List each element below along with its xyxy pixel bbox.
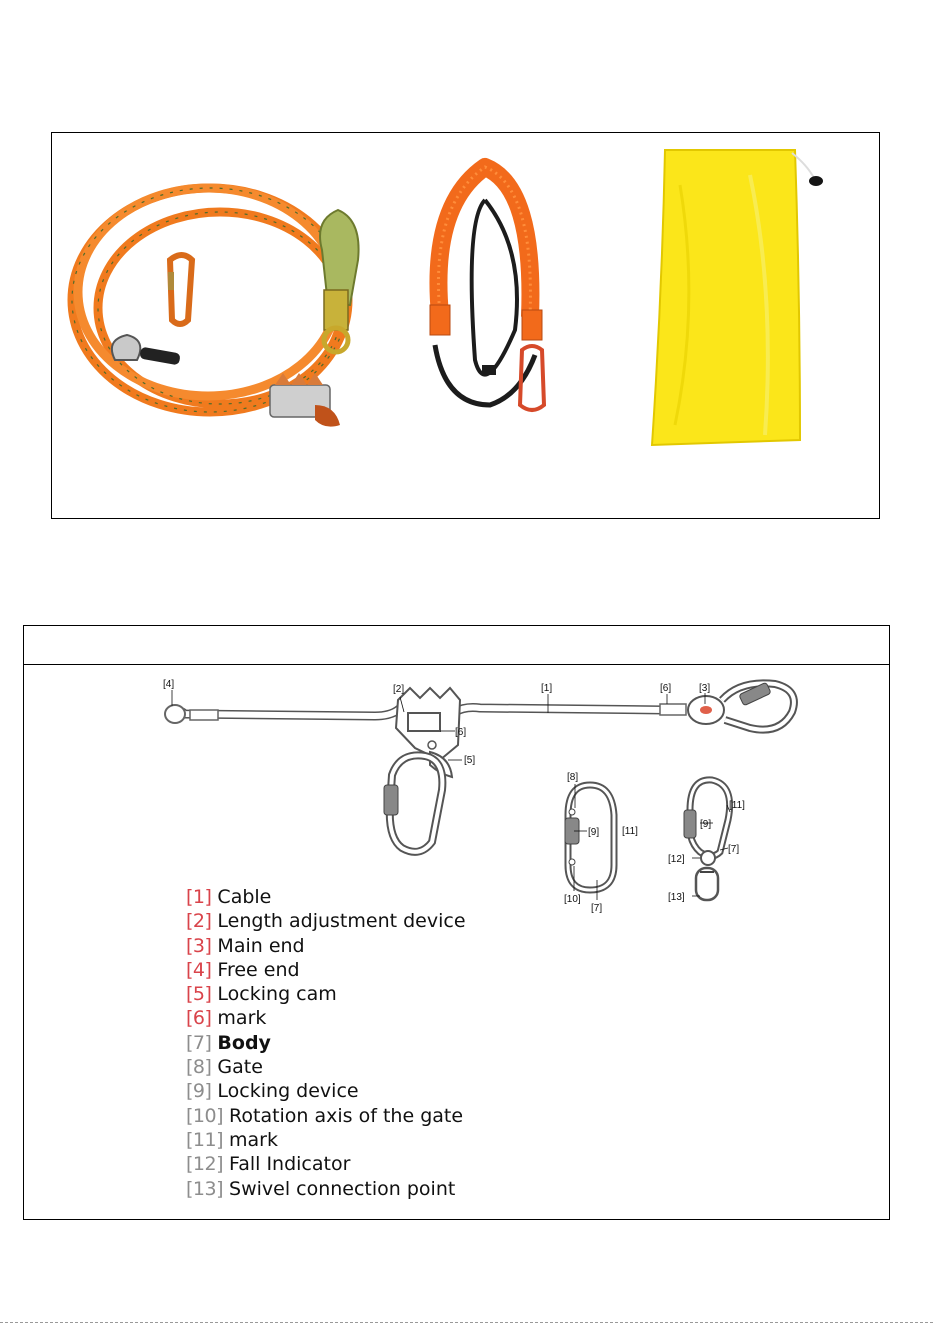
callout-5: [5] xyxy=(464,755,476,766)
legend-label: Cable xyxy=(217,886,272,908)
legend-label: Free end xyxy=(217,958,300,981)
hanging-carabiner-drawing xyxy=(384,755,442,851)
page-bottom-edge xyxy=(0,1322,933,1323)
legend-item xyxy=(186,982,466,1006)
callout-13: [13] xyxy=(668,892,685,903)
legend-number: [7] xyxy=(186,1031,212,1054)
parts-legend xyxy=(186,885,466,1201)
legend-label: Fall Indicator xyxy=(229,1153,351,1176)
legend-label: Length adjustment device xyxy=(217,910,466,933)
legend-number: [11] xyxy=(186,1128,224,1151)
callout-8: [8] xyxy=(567,772,579,783)
legend-item xyxy=(186,1152,466,1176)
legend-number: [3] xyxy=(186,934,212,957)
callout-11-swivel: [11] xyxy=(729,800,745,811)
legend-item xyxy=(186,885,466,909)
legend-number: [6] xyxy=(186,1007,212,1030)
legend-label: mark xyxy=(229,1128,278,1151)
length-adjustment-device-drawing xyxy=(396,688,460,777)
legend-number: [10] xyxy=(186,1104,224,1127)
callout-6-adjuster: [6] xyxy=(455,727,467,738)
legend-label: Main end xyxy=(217,934,305,957)
legend-label: mark xyxy=(217,1007,267,1030)
legend-item xyxy=(186,934,466,958)
legend-label: Swivel connection point xyxy=(229,1177,456,1200)
callout-2: [2] xyxy=(393,684,405,695)
legend-label: Gate xyxy=(217,1056,263,1079)
legend-number: [9] xyxy=(186,1080,212,1103)
legend-item xyxy=(186,1031,466,1055)
callout-9-oval: [9] xyxy=(588,827,600,838)
legend-item xyxy=(186,958,466,982)
callout-7-oval: [7] xyxy=(591,903,603,914)
callout-9-swivel: [9] xyxy=(700,819,712,830)
legend-label: Locking device xyxy=(217,1080,359,1103)
callout-12: [12] xyxy=(668,854,685,865)
legend-number: [4] xyxy=(186,958,212,981)
legend-number: [13] xyxy=(186,1177,224,1200)
legend-item xyxy=(186,1177,466,1201)
legend-number: [5] xyxy=(186,983,212,1006)
legend-number: [1] xyxy=(186,886,212,908)
legend-item xyxy=(186,1079,466,1103)
legend-label: Rotation axis of the gate xyxy=(229,1104,464,1127)
legend-number: [12] xyxy=(186,1153,224,1176)
legend-number: [2] xyxy=(186,910,212,933)
legend-item xyxy=(186,909,466,933)
callout-4: [4] xyxy=(163,679,175,690)
callout-7-swivel: [7] xyxy=(728,844,740,855)
legend-label: Body xyxy=(217,1031,271,1054)
callout-6-main: [6] xyxy=(660,683,672,694)
legend-item xyxy=(186,1104,466,1128)
callout-1: [1] xyxy=(541,683,553,694)
legend-number: [8] xyxy=(186,1056,212,1079)
swivel-carabiner-drawing xyxy=(684,780,730,900)
callout-3: [3] xyxy=(699,683,711,694)
legend-item xyxy=(186,1006,466,1030)
callout-11-oval: [11] xyxy=(622,826,638,837)
legend-item xyxy=(186,1055,466,1079)
legend-item xyxy=(186,1128,466,1152)
legend-label: Locking cam xyxy=(217,983,337,1006)
callout-10: [10] xyxy=(564,894,581,905)
